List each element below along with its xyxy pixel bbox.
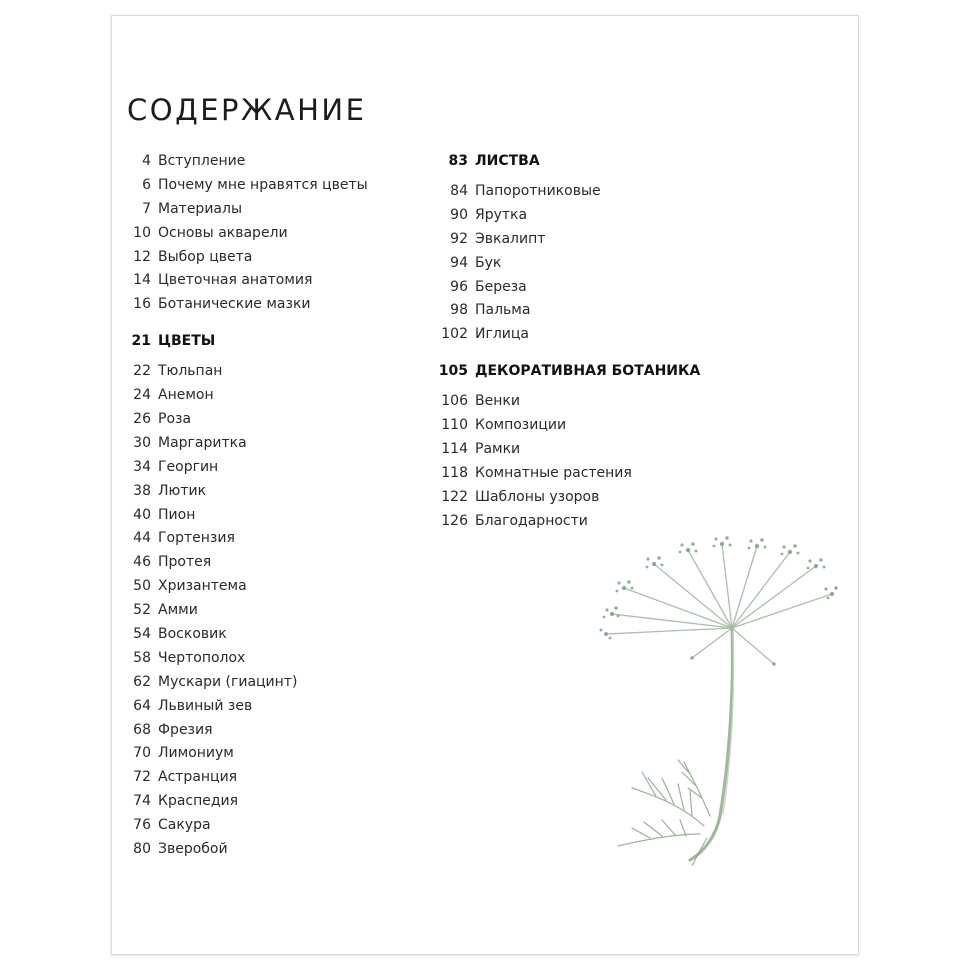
toc-entry-label: Чертополох [158,649,246,666]
toc-page-number: 6 [142,176,151,193]
toc-entry[interactable] [434,465,700,489]
toc-page-number: 7 [142,200,151,217]
toc-entry-label: Протея [158,554,212,571]
toc-page-number: 76 [133,817,151,834]
toc-section-title: ЛИСТВА [475,153,540,169]
toc-section-title: ДЕКОРАТИВНАЯ БОТАНИКА [475,363,701,380]
dill-umbel-watercolor-icon [592,516,842,866]
toc-entry[interactable] [118,153,368,177]
toc-entry-label: Композиции [475,417,567,434]
toc-entry[interactable] [118,650,368,674]
toc-entry-label: Выбор цвета [158,248,253,265]
toc-section-heading-flowers[interactable] [118,333,368,357]
toc-entry[interactable] [118,483,368,507]
toc-page-number: 62 [133,673,151,690]
toc-entry[interactable] [118,793,368,817]
toc-entry[interactable] [434,393,700,417]
toc-page-number: 96 [450,278,468,295]
toc-entry-label: Львиный зев [158,697,253,714]
toc-page-number: 40 [133,506,151,523]
toc-entry-label: Анемон [158,387,214,404]
toc-entry[interactable] [118,578,368,602]
toc-page-number: 58 [133,649,151,666]
toc-entry-label: Материалы [158,200,242,217]
toc-page-number: 26 [133,411,151,428]
toc-entry-label: Шаблоны узоров [475,488,600,505]
toc-page-number: 70 [133,745,151,762]
toc-page-number: 64 [133,697,151,714]
toc-entry[interactable] [118,411,368,435]
toc-entry-label: Рамки [475,441,521,458]
toc-column-right [434,153,700,537]
toc-entry-label: Благодарности [475,512,588,529]
toc-page-number: 106 [441,393,468,410]
toc-page-number: 84 [450,183,468,199]
toc-entry[interactable] [434,326,700,350]
toc-page-number: 50 [133,578,151,595]
toc-entry-label: Роза [158,411,192,428]
toc-page-number: 102 [441,326,468,343]
toc-entry-label: Венки [475,393,520,410]
toc-entry[interactable] [118,554,368,578]
toc-entry-label: Иглица [475,326,529,343]
toc-page-number: 118 [441,464,468,481]
toc-entry[interactable] [118,177,368,201]
toc-entry[interactable] [118,722,368,746]
toc-entry[interactable] [118,459,368,483]
toc-entry[interactable] [118,530,368,554]
toc-entry[interactable] [118,674,368,698]
toc-entry[interactable] [434,183,700,207]
toc-entry-label: Астранция [158,769,238,786]
toc-page-number: 14 [133,272,151,289]
toc-entry[interactable] [118,698,368,722]
toc-page-number: 54 [133,626,151,643]
toc-entry-label: Эвкалипт [475,230,546,247]
toc-entry-label: Георгин [158,458,219,475]
toc-page-number: 80 [133,841,151,858]
toc-entry-label: Зверобой [158,841,228,858]
toc-section-heading-foliage[interactable] [434,153,700,177]
toc-entry[interactable] [118,626,368,650]
toc-page-number: 122 [441,488,468,505]
toc-entry[interactable] [118,745,368,769]
toc-entry-label: Ярутка [475,206,528,223]
toc-page-number: 12 [133,248,151,265]
toc-entry[interactable] [118,296,368,320]
toc-entry[interactable] [118,225,368,249]
toc-entry-label: Лимониум [158,745,234,762]
toc-page-number: 46 [133,554,151,571]
toc-page-number: 110 [441,417,468,434]
toc-page-number: 22 [133,363,151,380]
toc-entry[interactable] [118,769,368,793]
toc-entry-label: Тюльпан [158,363,223,380]
toc-entry[interactable] [118,435,368,459]
toc-entry[interactable] [434,279,700,303]
toc-entry-label: Сакура [158,817,211,834]
toc-page-number: 10 [133,224,151,241]
toc-entry[interactable] [118,272,368,296]
toc-entry-label: Мускари (гиацинт) [158,673,298,690]
toc-entry[interactable] [118,363,368,387]
toc-entry[interactable] [118,817,368,841]
toc-entry[interactable] [118,387,368,411]
toc-page-number: 34 [133,458,151,475]
toc-entry[interactable] [118,841,368,865]
toc-page-number: 92 [450,230,468,247]
toc-page-number: 24 [133,387,151,404]
toc-page-number: 44 [133,530,151,547]
toc-intro-list [118,153,368,320]
toc-entry[interactable] [118,201,368,225]
toc-entry[interactable] [118,249,368,273]
toc-page-number: 94 [450,254,468,271]
toc-entry[interactable] [434,207,700,231]
toc-entry[interactable] [118,602,368,626]
toc-page-number: 105 [438,363,468,380]
toc-entry[interactable] [434,441,700,465]
toc-entry[interactable] [434,302,700,326]
toc-entry-label: Лютик [158,482,207,499]
toc-entry-label: Пион [158,506,196,523]
page-title: СОДЕРЖАНИЕ [127,93,367,127]
toc-section-title: ЦВЕТЫ [158,333,216,350]
toc-page-number: 114 [441,441,468,458]
toc-entry[interactable] [434,231,700,255]
toc-page-number: 30 [133,434,151,451]
toc-entry[interactable] [434,255,700,279]
toc-entry[interactable] [434,417,700,441]
toc-page-number: 90 [450,206,468,223]
toc-foliage-list [434,183,700,350]
toc-section-heading-decorative[interactable] [434,363,700,387]
toc-entry-label: Основы акварели [158,224,288,241]
toc-entry-label: Береза [475,278,527,295]
toc-entry-label: Комнатные растения [475,464,632,481]
toc-entry-label: Краспедия [158,793,239,810]
toc-page-number: 126 [441,512,468,529]
toc-entry-label: Восковик [158,626,227,643]
toc-entry-label: Гортензия [158,530,235,547]
toc-entry-label: Ботанические мазки [158,296,311,313]
toc-entry-label: Цветочная анатомия [158,272,313,289]
toc-page-number: 52 [133,602,151,619]
toc-entry[interactable] [434,489,700,513]
toc-page-number: 16 [133,296,151,313]
toc-page-number: 38 [133,482,151,499]
toc-page-number: 21 [131,333,151,350]
toc-entry-label: Хризантема [158,578,247,595]
toc-column-left [118,153,368,865]
toc-page-number: 98 [450,302,468,319]
toc-entry-label: Папоротниковые [475,183,601,199]
toc-entry-label: Пальма [475,302,531,319]
toc-entry[interactable] [118,507,368,531]
toc-page-number: 68 [133,721,151,738]
toc-entry-label: Почему мне нравятся цветы [158,176,368,193]
book-page [111,15,859,955]
toc-entry-label: Фрезия [158,721,213,738]
toc-page-number: 74 [133,793,151,810]
toc-entry-label: Вступление [158,153,246,169]
toc-entry-label: Маргаритка [158,434,247,451]
toc-flowers-list [118,363,368,865]
toc-page-number: 83 [448,153,468,169]
toc-entry-label: Бук [475,254,502,271]
toc-entry-label: Амми [158,602,198,619]
toc-page-number: 72 [133,769,151,786]
toc-page-number: 4 [142,153,151,169]
